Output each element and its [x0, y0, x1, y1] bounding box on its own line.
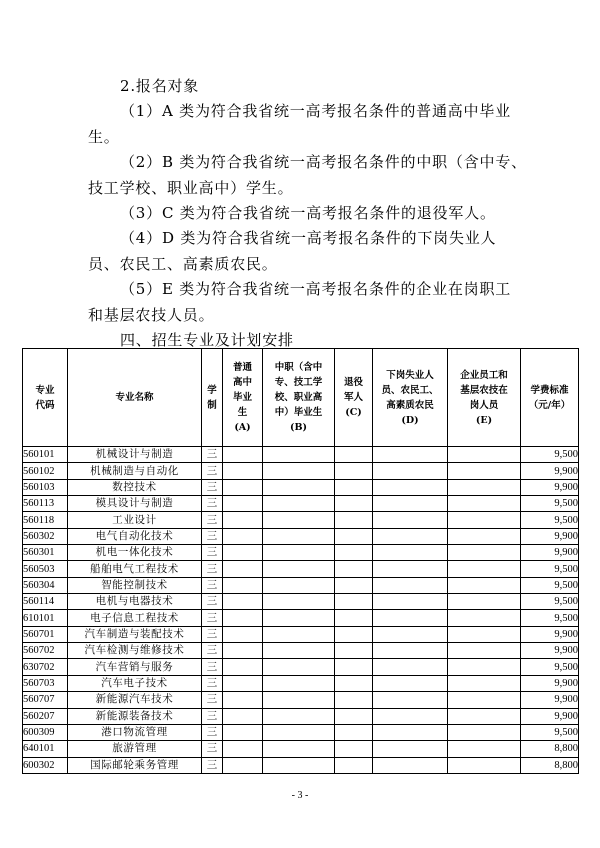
- cell-plan-e: [448, 512, 521, 528]
- cell-plan-c: [335, 626, 373, 642]
- cell-duration: 三: [202, 577, 223, 593]
- table-body: [23, 447, 579, 774]
- header-line: 生: [237, 407, 248, 418]
- cell-plan-e: [448, 528, 521, 544]
- cell-plan-e: [448, 643, 521, 659]
- header-line: 专、技工学: [274, 377, 323, 388]
- cell-plan-a: [223, 545, 263, 561]
- table-row: [23, 463, 579, 479]
- cell-tuition: 9,500: [521, 561, 579, 577]
- cell-plan-a: [223, 561, 263, 577]
- cell-plan-d: [373, 577, 448, 593]
- cell-duration: 三: [202, 479, 223, 495]
- cell-duration: 三: [202, 463, 223, 479]
- cell-plan-b: [263, 708, 335, 724]
- cell-plan-d: [373, 741, 448, 757]
- cell-plan-c: [335, 479, 373, 495]
- cell-plan-b: [263, 463, 335, 479]
- cell-plan-c: [335, 643, 373, 659]
- header-line: (E): [475, 414, 493, 426]
- cell-plan-c: [335, 496, 373, 512]
- cell-tuition: 9,900: [521, 479, 579, 495]
- header-line: 企业员工和: [460, 369, 508, 381]
- table-row: [23, 708, 579, 724]
- cell-name: 船舶电气工程技术: [68, 561, 202, 577]
- cell-plan-b: [263, 610, 335, 626]
- cell-code: 560703: [23, 675, 68, 691]
- cell-name: 模具设计与制造: [68, 496, 202, 512]
- cell-name: 国际邮轮乘务管理: [68, 757, 202, 773]
- header-line: 学: [207, 384, 217, 396]
- paragraph-line: （1）A 类为符合我省统一高考报名条件的普通高中毕业: [120, 102, 511, 121]
- cell-plan-d: [373, 545, 448, 561]
- table-row: [23, 496, 579, 512]
- cell-plan-c: [335, 561, 373, 577]
- cell-name: 电气自动化技术: [68, 528, 202, 544]
- cell-plan-e: [448, 724, 521, 740]
- cell-code: 630702: [23, 659, 68, 675]
- cell-duration: 三: [202, 708, 223, 724]
- table-row: [23, 675, 579, 691]
- cell-plan-d: [373, 561, 448, 577]
- cell-plan-e: [448, 545, 521, 561]
- cell-plan-c: [335, 659, 373, 675]
- cell-plan-a: [223, 447, 263, 463]
- cell-plan-d: [373, 479, 448, 495]
- cell-plan-d: [373, 626, 448, 642]
- cell-plan-b: [263, 675, 335, 691]
- section-heading: 2.报名对象: [120, 77, 200, 95]
- cell-plan-a: [223, 724, 263, 740]
- paragraph-line: 和基层农技人员。: [88, 305, 215, 324]
- cell-code: 560102: [23, 463, 68, 479]
- header-line: 军人: [343, 392, 363, 403]
- cell-tuition: 9,900: [521, 675, 579, 691]
- cell-duration: 三: [202, 675, 223, 691]
- cell-tuition: 9,500: [521, 577, 579, 593]
- table-row: [23, 447, 579, 463]
- header-line: (D): [401, 414, 419, 426]
- cell-tuition: 9,500: [521, 594, 579, 610]
- cell-plan-d: [373, 643, 448, 659]
- cell-plan-e: [448, 479, 521, 495]
- header-line: (A): [234, 422, 251, 433]
- cell-plan-d: [373, 610, 448, 626]
- cell-code: 560103: [23, 479, 68, 495]
- header-line: 校、职业高: [274, 392, 323, 403]
- cell-plan-b: [263, 496, 335, 512]
- header-line: 中职（含中: [274, 362, 323, 373]
- header-cell-plan-a: [223, 349, 263, 447]
- cell-name: 汽车营销与服务: [68, 659, 202, 675]
- cell-duration: 三: [202, 741, 223, 757]
- cell-plan-d: [373, 724, 448, 740]
- header-line: 专业: [35, 384, 55, 396]
- cell-plan-d: [373, 496, 448, 512]
- cell-tuition: 9,500: [521, 447, 579, 463]
- cell-plan-d: [373, 659, 448, 675]
- cell-plan-c: [335, 724, 373, 740]
- cell-plan-a: [223, 528, 263, 544]
- table-row: [23, 479, 579, 495]
- cell-code: 640101: [23, 741, 68, 757]
- cell-plan-a: [223, 479, 263, 495]
- cell-plan-c: [335, 692, 373, 708]
- cell-code: 560302: [23, 528, 68, 544]
- cell-plan-a: [223, 741, 263, 757]
- cell-duration: 三: [202, 643, 223, 659]
- cell-plan-c: [335, 675, 373, 691]
- cell-code: 560301: [23, 545, 68, 561]
- cell-plan-d: [373, 447, 448, 463]
- enrollment-plan-table: [22, 348, 579, 774]
- paragraph-line: （3）C 类为符合我省统一高考报名条件的退役军人。: [120, 203, 496, 222]
- cell-name: 工业设计: [68, 512, 202, 528]
- header-line: 高素质农民: [386, 399, 434, 411]
- cell-plan-a: [223, 643, 263, 659]
- cell-plan-b: [263, 692, 335, 708]
- cell-name: 机械制造与自动化: [68, 463, 202, 479]
- cell-plan-e: [448, 675, 521, 691]
- cell-plan-d: [373, 708, 448, 724]
- cell-tuition: 9,900: [521, 463, 579, 479]
- cell-plan-c: [335, 610, 373, 626]
- table-row: [23, 626, 579, 642]
- cell-duration: 三: [202, 659, 223, 675]
- cell-code: 560702: [23, 643, 68, 659]
- paragraph-line: 生。: [88, 127, 120, 146]
- body-text: [88, 74, 558, 353]
- header-line: (B): [289, 422, 308, 433]
- cell-plan-e: [448, 594, 521, 610]
- paragraph-line: 员、农民工、高素质农民。: [88, 254, 278, 273]
- cell-plan-b: [263, 528, 335, 544]
- paragraph-line: （4）D 类为符合我省统一高考报名条件的下岗失业人: [120, 229, 497, 248]
- cell-code: 560113: [23, 496, 68, 512]
- cell-tuition: 9,500: [521, 512, 579, 528]
- cell-plan-c: [335, 512, 373, 528]
- cell-plan-e: [448, 708, 521, 724]
- cell-plan-c: [335, 757, 373, 773]
- page-number: - 3 -: [291, 790, 309, 801]
- table-row: [23, 724, 579, 740]
- header-line: 学费标准: [530, 384, 569, 396]
- cell-name: 数控技术: [68, 479, 202, 495]
- header-line: 制: [207, 399, 217, 411]
- cell-code: 560707: [23, 692, 68, 708]
- cell-plan-c: [335, 741, 373, 757]
- cell-duration: 三: [202, 528, 223, 544]
- cell-plan-e: [448, 626, 521, 642]
- cell-plan-b: [263, 561, 335, 577]
- cell-plan-c: [335, 545, 373, 561]
- paragraph-line: （5）E 类为符合我省统一高考报名条件的企业在岗职工: [120, 280, 512, 299]
- cell-plan-e: [448, 577, 521, 593]
- cell-plan-a: [223, 626, 263, 642]
- cell-duration: 三: [202, 594, 223, 610]
- header-line: 员、农民工、: [381, 384, 439, 396]
- cell-duration: 三: [202, 545, 223, 561]
- cell-tuition: 9,900: [521, 545, 579, 561]
- cell-plan-b: [263, 757, 335, 773]
- cell-plan-c: [335, 577, 373, 593]
- cell-plan-b: [263, 479, 335, 495]
- cell-code: 560207: [23, 708, 68, 724]
- cell-plan-d: [373, 463, 448, 479]
- cell-tuition: 9,900: [521, 643, 579, 659]
- cell-code: 560101: [23, 447, 68, 463]
- cell-name: 电子信息工程技术: [68, 610, 202, 626]
- header-cell-tuition: [521, 349, 579, 447]
- table-row: [23, 512, 579, 528]
- table-row: [23, 594, 579, 610]
- table-row: [23, 528, 579, 544]
- cell-plan-e: [448, 757, 521, 773]
- cell-plan-c: [335, 708, 373, 724]
- header-line: 退役: [343, 377, 363, 388]
- cell-plan-b: [263, 594, 335, 610]
- cell-tuition: 9,500: [521, 610, 579, 626]
- paragraph-line: （2）B 类为符合我省统一高考报名条件的中职（含中专、: [120, 153, 527, 172]
- cell-tuition: 9,900: [521, 708, 579, 724]
- cell-plan-a: [223, 512, 263, 528]
- cell-plan-d: [373, 675, 448, 691]
- cell-plan-b: [263, 626, 335, 642]
- cell-name: 旅游管理: [68, 741, 202, 757]
- cell-plan-b: [263, 545, 335, 561]
- cell-tuition: 8,800: [521, 757, 579, 773]
- header-line: 普通: [232, 362, 252, 373]
- header-line: 基层农技在: [460, 384, 508, 396]
- header-row: [23, 349, 579, 447]
- cell-plan-d: [373, 594, 448, 610]
- header-line: 专业名称: [115, 392, 154, 403]
- table-row: [23, 741, 579, 757]
- cell-duration: 三: [202, 757, 223, 773]
- cell-plan-a: [223, 577, 263, 593]
- cell-plan-a: [223, 594, 263, 610]
- cell-plan-e: [448, 447, 521, 463]
- cell-duration: 三: [202, 496, 223, 512]
- cell-code: 560503: [23, 561, 68, 577]
- header-cell-plan-e: [448, 349, 521, 447]
- cell-plan-b: [263, 643, 335, 659]
- header-line: 中）毕业生: [274, 407, 323, 418]
- header-cell-plan-b: [263, 349, 335, 447]
- section-heading: 四、招生专业及计划安排: [120, 330, 294, 349]
- header-cell-code: [23, 349, 68, 447]
- cell-tuition: 9,500: [521, 724, 579, 740]
- cell-tuition: 9,900: [521, 692, 579, 708]
- cell-plan-d: [373, 512, 448, 528]
- cell-duration: 三: [202, 447, 223, 463]
- cell-plan-a: [223, 692, 263, 708]
- table-row: [23, 545, 579, 561]
- cell-name: 港口物流管理: [68, 724, 202, 740]
- table-row: [23, 610, 579, 626]
- header-cell-plan-c: [335, 349, 373, 447]
- cell-plan-e: [448, 741, 521, 757]
- cell-plan-b: [263, 512, 335, 528]
- cell-plan-a: [223, 708, 263, 724]
- cell-plan-b: [263, 741, 335, 757]
- cell-plan-a: [223, 675, 263, 691]
- cell-duration: 三: [202, 561, 223, 577]
- cell-name: 汽车电子技术: [68, 675, 202, 691]
- cell-plan-c: [335, 447, 373, 463]
- header-line: （元/年）: [528, 399, 571, 411]
- cell-plan-a: [223, 610, 263, 626]
- cell-plan-e: [448, 610, 521, 626]
- cell-name: 新能源装备技术: [68, 708, 202, 724]
- cell-name: 电机与电器技术: [68, 594, 202, 610]
- cell-tuition: 9,500: [521, 496, 579, 512]
- cell-plan-c: [335, 594, 373, 610]
- cell-code: 610101: [23, 610, 68, 626]
- table-row: [23, 757, 579, 773]
- cell-plan-e: [448, 692, 521, 708]
- header-line: 毕业: [232, 392, 252, 403]
- table-row: [23, 659, 579, 675]
- cell-code: 600302: [23, 757, 68, 773]
- cell-duration: 三: [202, 724, 223, 740]
- header-line: 代码: [35, 399, 55, 411]
- cell-plan-b: [263, 659, 335, 675]
- cell-plan-d: [373, 528, 448, 544]
- cell-plan-e: [448, 463, 521, 479]
- table-header: [23, 349, 579, 447]
- cell-duration: 三: [202, 692, 223, 708]
- cell-plan-a: [223, 496, 263, 512]
- table-row: [23, 643, 579, 659]
- paragraph-line: 技工学校、职业高中）学生。: [88, 178, 294, 197]
- cell-tuition: 8,800: [521, 741, 579, 757]
- header-line: 岗人员: [469, 399, 499, 411]
- cell-name: 新能源汽车技术: [68, 692, 202, 708]
- header-cell-duration: [202, 349, 223, 447]
- cell-plan-a: [223, 757, 263, 773]
- cell-plan-e: [448, 496, 521, 512]
- cell-plan-b: [263, 577, 335, 593]
- cell-duration: 三: [202, 512, 223, 528]
- header-cell-name: [68, 349, 202, 447]
- table-row: [23, 692, 579, 708]
- cell-code: 560114: [23, 594, 68, 610]
- cell-plan-d: [373, 757, 448, 773]
- cell-name: 机电一体化技术: [68, 545, 202, 561]
- cell-plan-d: [373, 692, 448, 708]
- cell-code: 560701: [23, 626, 68, 642]
- cell-plan-e: [448, 659, 521, 675]
- cell-plan-c: [335, 463, 373, 479]
- cell-name: 智能控制技术: [68, 577, 202, 593]
- cell-name: 机械设计与制造: [68, 447, 202, 463]
- cell-plan-c: [335, 528, 373, 544]
- header-line: 高中: [232, 377, 252, 388]
- cell-name: 汽车检测与维修技术: [68, 643, 202, 659]
- cell-code: 600309: [23, 724, 68, 740]
- cell-name: 汽车制造与装配技术: [68, 626, 202, 642]
- cell-plan-e: [448, 561, 521, 577]
- cell-plan-a: [223, 463, 263, 479]
- cell-code: 560118: [23, 512, 68, 528]
- cell-tuition: 9,900: [521, 626, 579, 642]
- table-row: [23, 577, 579, 593]
- table-row: [23, 561, 579, 577]
- header-line: (C): [345, 407, 362, 418]
- header-line: 下岗失业人: [386, 369, 434, 381]
- cell-code: 560304: [23, 577, 68, 593]
- header-cell-plan-d: [373, 349, 448, 447]
- cell-duration: 三: [202, 626, 223, 642]
- cell-plan-a: [223, 659, 263, 675]
- cell-tuition: 9,500: [521, 659, 579, 675]
- cell-tuition: 9,900: [521, 528, 579, 544]
- cell-duration: 三: [202, 610, 223, 626]
- cell-plan-b: [263, 724, 335, 740]
- cell-plan-b: [263, 447, 335, 463]
